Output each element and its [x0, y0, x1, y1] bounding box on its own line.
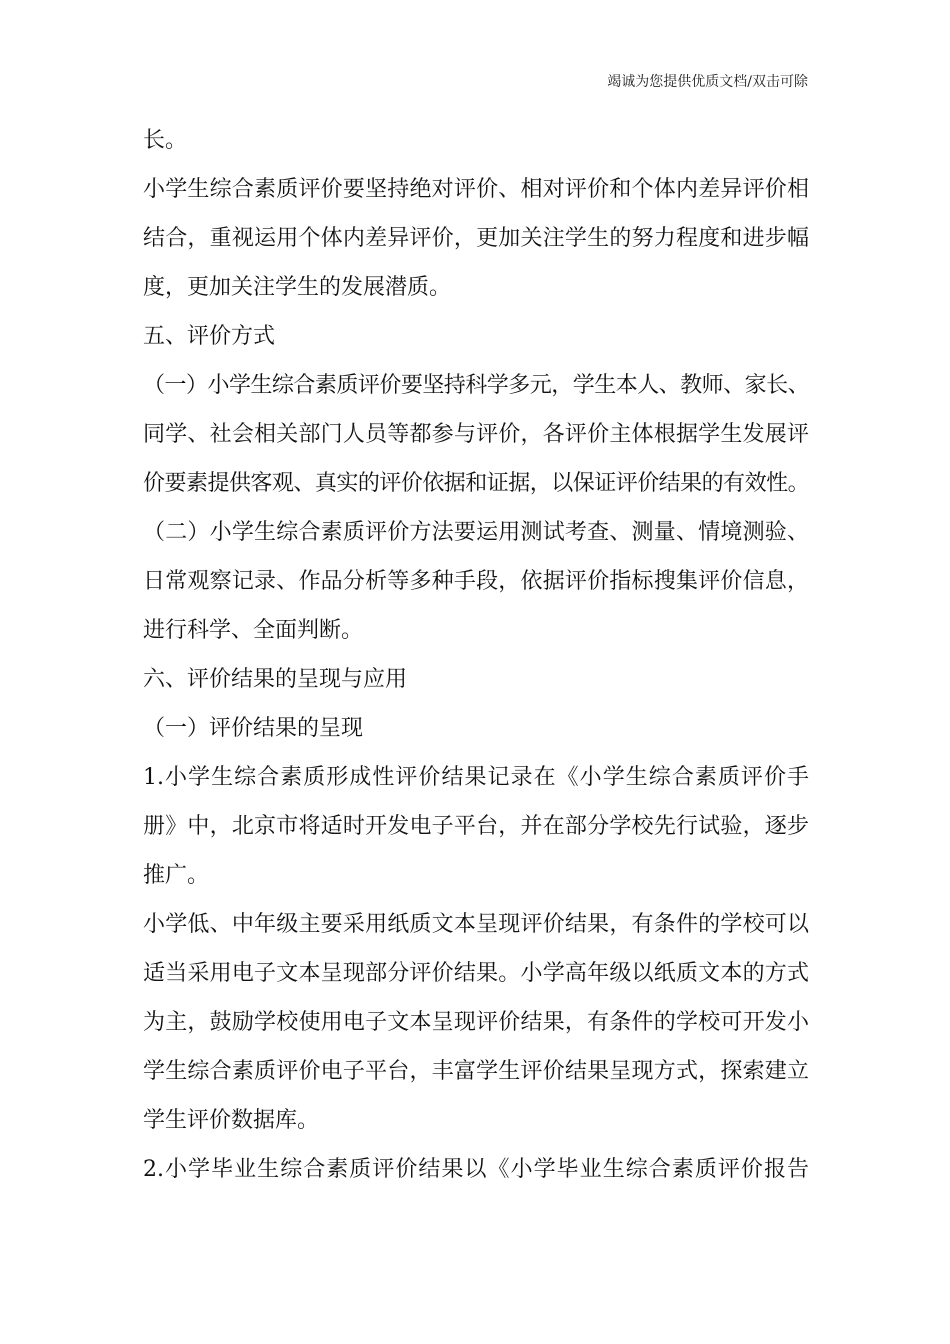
- text-line: 度，更加关注学生的发展潜质。: [143, 275, 452, 300]
- text-line: （一）小学生综合素质评价要坚持科学多元，学生本人、教师、家长、: [143, 373, 809, 398]
- subsection-heading: （一）评价结果的呈现: [143, 716, 364, 741]
- text-line: 价要素提供客观、真实的评价依据和证据，以保证评价结果的有效性。: [143, 471, 809, 496]
- text-line: 日常观察记录、作品分析等多种手段，依据评价指标搜集评价信息，: [143, 569, 809, 594]
- text-line: 结合，重视运用个体内差异评价，更加关注学生的努力程度和进步幅: [143, 226, 809, 251]
- text-line: 1.小学生综合素质形成性评价结果记录在《小学生综合素质评价手: [143, 765, 809, 790]
- text-line: 学生综合素质评价电子平台，丰富学生评价结果呈现方式，探索建立: [143, 1059, 809, 1084]
- text-line: 长。: [143, 128, 188, 153]
- text-line: 小学生综合素质评价要坚持绝对评价、相对评价和个体内差异评价相: [143, 177, 809, 202]
- text-line: 学生评价数据库。: [143, 1108, 320, 1133]
- text-line: 推广。: [143, 863, 210, 888]
- text-line: 小学低、中年级主要采用纸质文本呈现评价结果，有条件的学校可以: [143, 912, 809, 937]
- section-heading: 六、评价结果的呈现与应用: [143, 667, 408, 692]
- text-line: 为主，鼓励学校使用电子文本呈现评价结果，有条件的学校可开发小: [143, 1010, 809, 1035]
- text-line: （二）小学生综合素质评价方法要运用测试考查、测量、情境测验、: [143, 520, 809, 545]
- text-line: 适当采用电子文本呈现部分评价结果。小学高年级以纸质文本的方式: [143, 961, 809, 986]
- document-body: [143, 116, 809, 1194]
- text-line: 2.小学毕业生综合素质评价结果以《小学毕业生综合素质评价报告: [143, 1157, 809, 1182]
- text-line: 进行科学、全面判断。: [143, 618, 364, 643]
- section-heading: 五、评价方式: [143, 324, 276, 349]
- text-line: 同学、社会相关部门人员等都参与评价，各评价主体根据学生发展评: [143, 422, 809, 447]
- text-line: 册》中，北京市将适时开发电子平台，并在部分学校先行试验，逐步: [143, 814, 809, 839]
- header-note: 竭诚为您提供优质文档/双击可除: [607, 74, 808, 90]
